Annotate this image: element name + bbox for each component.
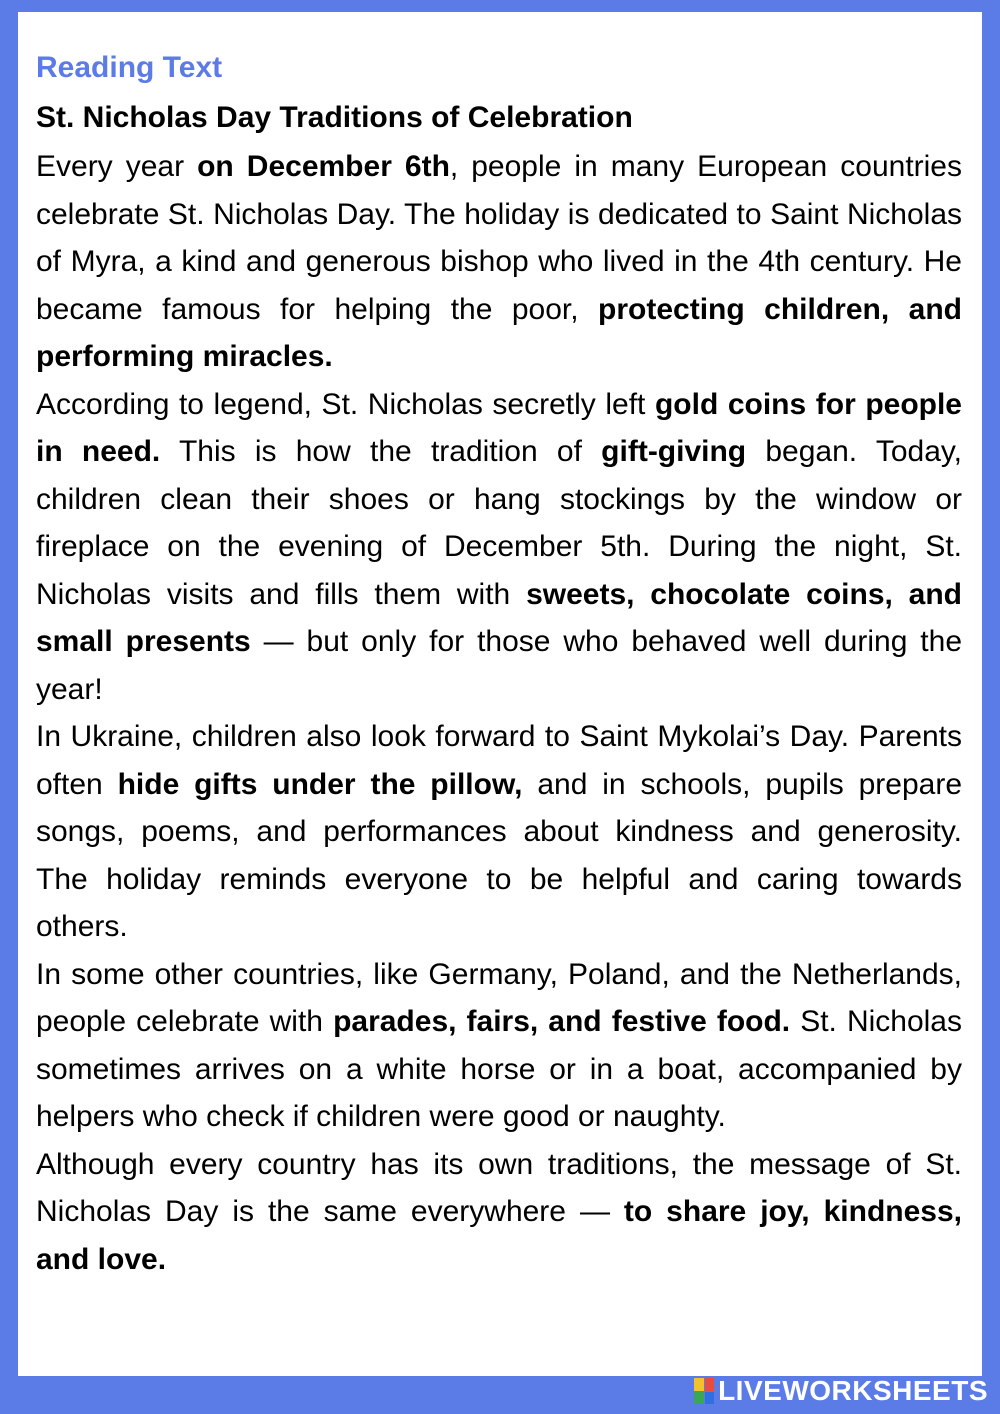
paragraph	[36, 951, 962, 1141]
logo-cell	[694, 1378, 704, 1391]
liveworksheets-logo-icon	[694, 1378, 714, 1404]
paragraph	[36, 143, 962, 381]
brand-name: LIVEWORKSHEETS	[718, 1375, 988, 1406]
bold-phrase: hide gifts under the pillow,	[117, 767, 523, 801]
paragraph	[36, 381, 962, 714]
bold-phrase: on December 6th	[197, 150, 450, 183]
bold-phrase: gold coins for people in need.	[36, 387, 962, 468]
brand-footer[interactable]	[694, 1376, 988, 1406]
text-run: St. Nicholas sometimes arrives on a white horse or in a boat, accompanied by helpers who check if children were good or naughty.	[36, 1005, 962, 1133]
text-run: According to legend, St. Nicholas secretly left	[36, 387, 655, 421]
bold-phrase: gift-giving	[601, 435, 747, 468]
text-run: In some other countries, like Germany, Poland, and the Netherlands, people celebrate with	[36, 957, 962, 1038]
reading-content	[36, 48, 962, 1283]
section-label: Reading Text	[36, 51, 223, 84]
text-run: Although every country has its own traditions, the message of St. Nicholas Day is the same everywhere —	[36, 1147, 962, 1228]
paragraph	[36, 713, 962, 951]
worksheet-page	[18, 12, 982, 1376]
bold-phrase: protecting children, and performing miracles.	[36, 292, 962, 373]
text-run: In Ukraine, children also look forward to Saint Mykolai’s Day. Parents often	[36, 720, 962, 801]
paragraph	[36, 1141, 962, 1284]
reading-title: St. Nicholas Day Traditions of Celebration	[36, 101, 633, 134]
bold-phrase: parades, fairs, and festive food.	[333, 1005, 791, 1038]
logo-cell	[705, 1392, 715, 1405]
text-run: and in schools, pupils prepare songs, poems, and performances about kindness and generosity. The holiday reminds everyone to be helpful and caring towards others.	[36, 767, 962, 943]
reading-body	[36, 143, 962, 1283]
logo-cell	[694, 1392, 704, 1405]
text-run: , people in many European countries celebrate St. Nicholas Day. The holiday is dedicated to Saint Nicholas of Myra, a kind and generous bishop who lived in the 4th century. He became famous for helping the poor,	[36, 150, 962, 326]
text-run: began. Today, children clean their shoes or hang stockings by the window or fireplace on the evening of December 5th. During the night, St. Nicholas visits and fills them with	[36, 435, 962, 611]
bold-phrase: sweets, chocolate coins, and small presents	[36, 577, 963, 658]
text-run: Every year	[36, 150, 198, 183]
text-run: This is how the tradition of	[160, 435, 602, 468]
text-run: — but only for those who behaved well during the year!	[36, 625, 963, 706]
bold-phrase: to share joy, kindness, and love.	[36, 1195, 962, 1276]
logo-cell	[705, 1378, 715, 1391]
